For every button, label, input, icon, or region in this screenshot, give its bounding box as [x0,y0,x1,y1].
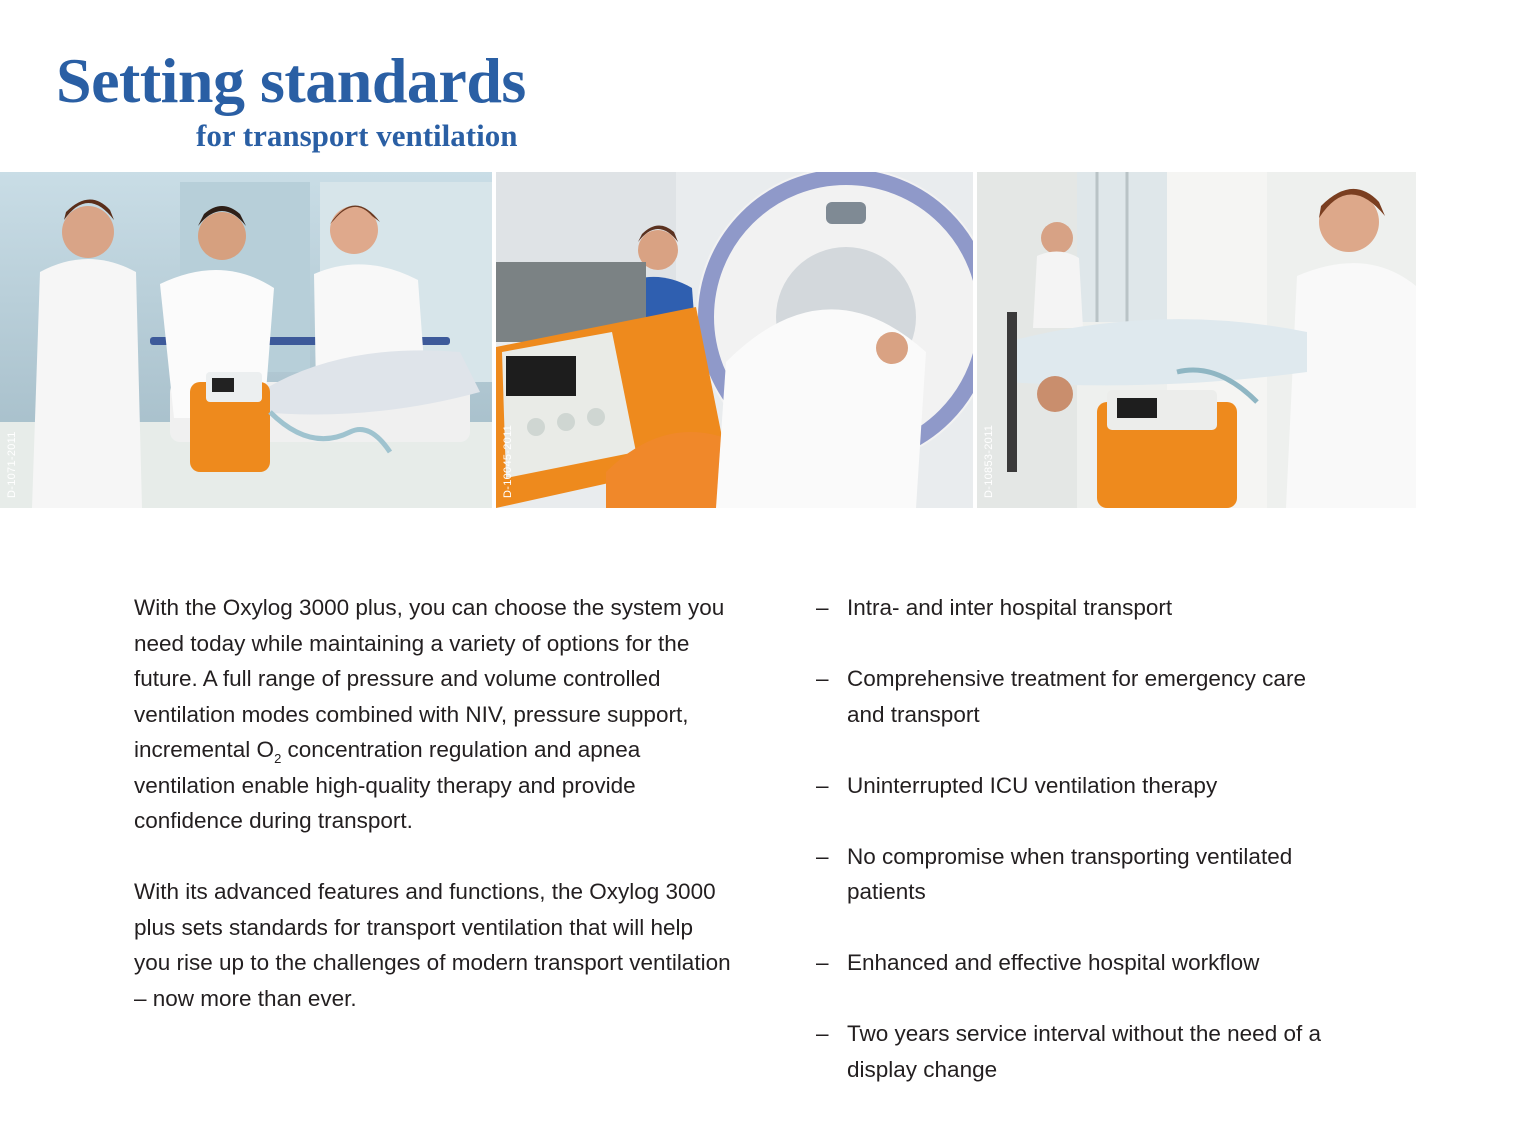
list-item-text: Enhanced and effective hospital workflow [847,950,1260,975]
photo-ct-scanner-icon [496,172,973,508]
body-paragraph-1 [134,590,734,839]
photo-ct-scanner [496,172,973,508]
photo-icu-team-icon [0,172,492,508]
photo-code: D-10853-2011 [983,424,995,498]
list-item-text: Intra- and inter hospital transport [847,595,1173,620]
list-item [816,768,1336,804]
list-item-text: Two years service interval without the need of a display change [847,1021,1321,1082]
dash-icon: – [816,595,829,620]
list-item [816,661,1336,732]
feature-list [816,590,1336,1123]
photo-icu-team [0,172,492,508]
list-item [816,945,1336,981]
body-paragraph-1-part1: With the Oxylog 3000 plus, you can choose the system you need today while maintaining a variety of options for the future. A full range of pressure and volume controlled ventilation modes combined with NIV, pressure support, incremental O [134,595,725,762]
list-item [816,1016,1336,1087]
dash-icon: – [816,1021,829,1046]
photo-hospital-corridor [977,172,1416,508]
body-paragraph-1-part2: concentration regulation and apnea ventilation enable high-quality therapy and provide confidence during transport. [134,737,641,833]
dash-icon: – [816,843,829,869]
list-item [816,839,1336,910]
list-item-text: Uninterrupted ICU ventilation therapy [847,772,1218,798]
list-item-text: Comprehensive treatment for emergency care and transport [847,666,1306,727]
list-item [816,590,1336,626]
page-subtitle: for transport ventilation [196,118,518,153]
photo-hospital-corridor-icon [977,172,1416,508]
page-title: Setting standards [56,45,526,116]
list-item-text: No compromise when transporting ventilated patients [847,843,1293,904]
body-paragraph-2: With its advanced features and functions, the Oxylog 3000 plus sets standards for transport ventilation that will help you rise up to the challenges of modern transport ventilation – now more than ever. [134,879,731,1011]
photo-code: D-1071-2011 [6,431,18,498]
o2-subscript: 2 [274,751,282,766]
dash-icon: – [816,666,829,691]
photo-code: D-10045-2011 [502,424,514,498]
dash-icon: – [816,772,829,798]
body-text [134,590,734,1052]
dash-icon: – [816,950,829,975]
